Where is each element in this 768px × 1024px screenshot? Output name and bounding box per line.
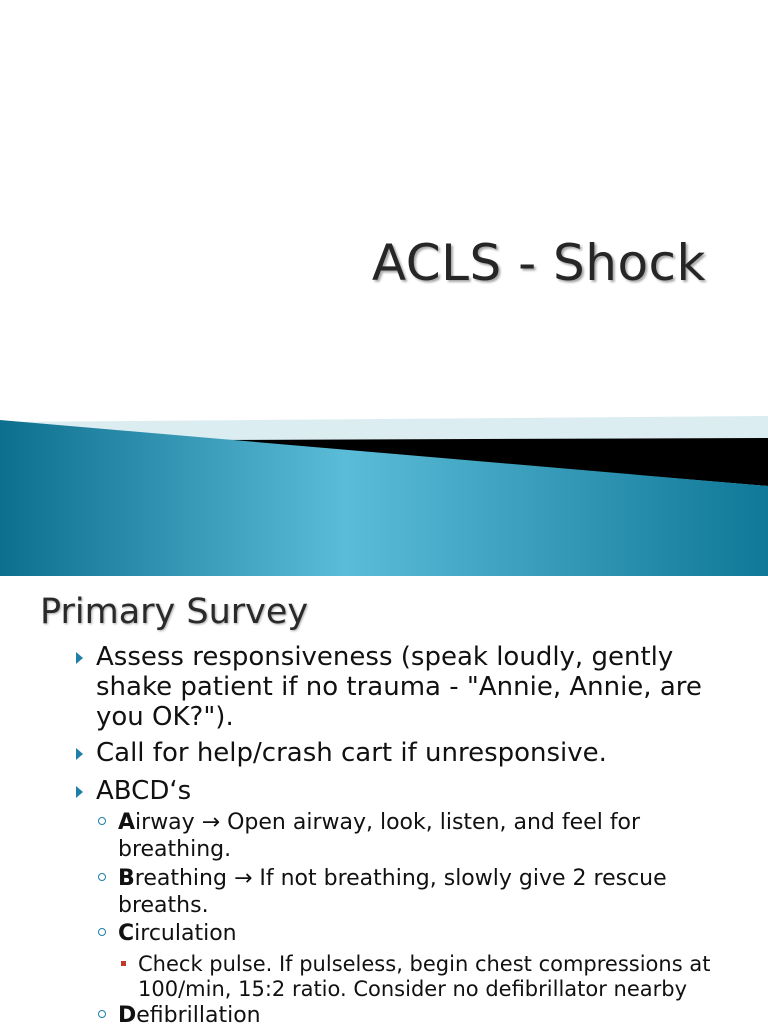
sub-list-item-breathing xyxy=(118,865,738,919)
list-item xyxy=(96,776,756,806)
slide-title: ACLS - Shock xyxy=(371,234,706,292)
list-item-text: Assess responsiveness (speak loudly, gently shake patient if no trauma - "Annie, Annie, are you OK?"). xyxy=(96,642,702,732)
arrow-bullet-icon xyxy=(76,786,83,798)
sub-list-item-text: irculation xyxy=(134,921,237,946)
sub-list-item-text: reathing → If not breathing, slowly give 2 rescue breaths. xyxy=(118,866,667,918)
sub-list-item-text: efibrillation xyxy=(136,1003,261,1024)
arrow-bullet-icon xyxy=(76,748,83,760)
initial-letter: A xyxy=(118,810,136,835)
sub-list-item-text: irway → Open airway, look, listen, and feel for breathing. xyxy=(118,810,641,862)
content-slide xyxy=(0,576,768,1024)
sub-list-item-airway xyxy=(118,809,738,863)
sub-list-item-circulation xyxy=(118,920,738,947)
sub-sub-list-item-text: Check pulse. If pulseless, begin chest compressions at 100/min, 15:2 ratio. Consider no defibrillator nearby xyxy=(138,952,711,1001)
sub-sub-list-item xyxy=(138,952,748,1002)
list-item xyxy=(96,738,756,768)
list-item-text: Call for help/crash cart if unresponsive. xyxy=(96,738,607,768)
list-item-text: ABCD‘s xyxy=(96,776,192,806)
square-bullet-icon xyxy=(121,961,126,966)
arrow-bullet-icon xyxy=(76,652,83,664)
initial-letter: B xyxy=(118,866,135,891)
slide-title: Primary Survey xyxy=(40,592,309,632)
circle-bullet-icon xyxy=(98,873,106,881)
initial-letter: D xyxy=(118,1003,137,1024)
initial-letter: C xyxy=(118,921,135,946)
circle-bullet-icon xyxy=(98,1010,106,1018)
circle-bullet-icon xyxy=(98,928,106,936)
circle-bullet-icon xyxy=(98,817,106,825)
list-item xyxy=(96,642,756,732)
sub-list-item-defibrillation xyxy=(118,1002,738,1024)
decorative-swoosh xyxy=(0,400,768,576)
